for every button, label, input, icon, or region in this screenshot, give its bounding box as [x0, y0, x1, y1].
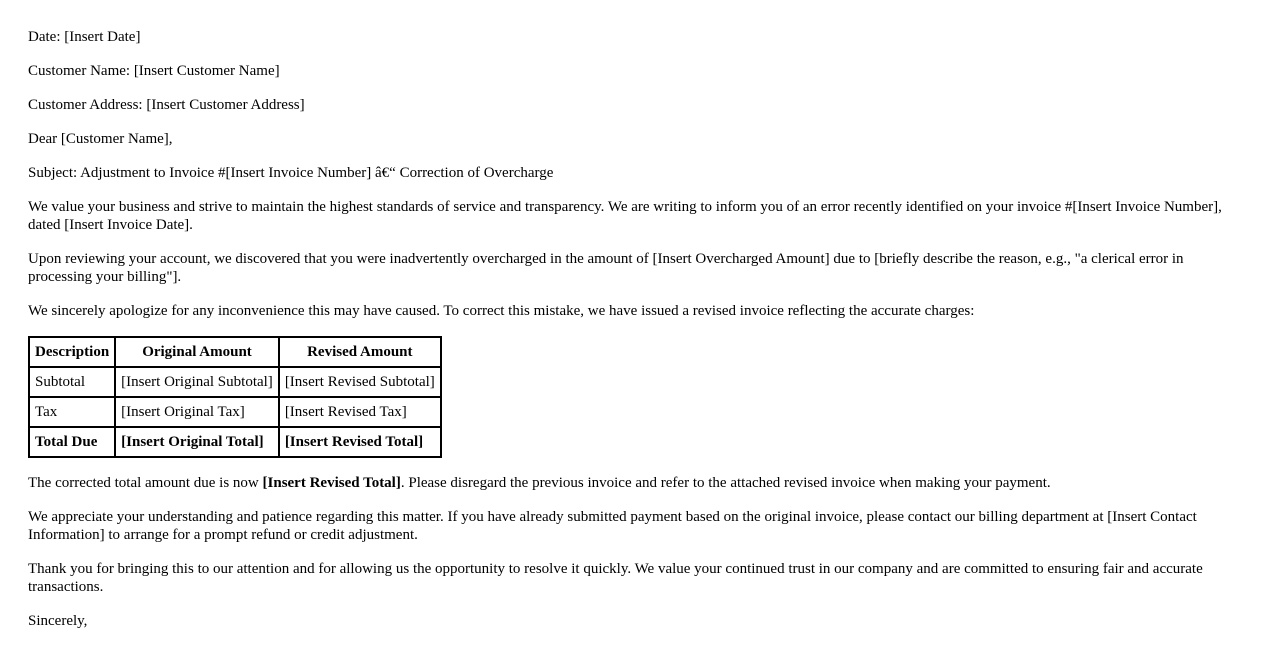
- header-revised-amount: Revised Amount: [279, 337, 441, 367]
- salutation: Dear [Customer Name],: [28, 131, 173, 147]
- subject-line: Subject: Adjustment to Invoice #[Insert Invoice Number] â€“ Correction of Overcharge: [28, 165, 554, 181]
- corrected-total-amount: [Insert Revised Total]: [262, 475, 401, 491]
- table-cell: [Insert Revised Tax]: [279, 397, 441, 427]
- table-header-row: [29, 337, 441, 367]
- table-cell: Total Due: [29, 427, 115, 457]
- header-original-amount: Original Amount: [115, 337, 279, 367]
- table-row-total: [29, 427, 441, 457]
- table-cell: Subtotal: [29, 367, 115, 397]
- table-cell: Tax: [29, 397, 115, 427]
- charges-table: [28, 336, 442, 458]
- table-cell: [Insert Original Subtotal]: [115, 367, 279, 397]
- customer-name-line: Customer Name: [Insert Customer Name]: [28, 63, 280, 79]
- corrected-total-post: . Please disregard the previous invoice and refer to the attached revised invoice when making your payment.: [400, 475, 1051, 491]
- table-row: [29, 367, 441, 397]
- letter-body: [28, 28, 1250, 646]
- header-description: Description: [29, 337, 115, 367]
- customer-address-line: Customer Address: [Insert Customer Address]: [28, 97, 305, 113]
- table-cell: [Insert Original Total]: [115, 427, 279, 457]
- refund-paragraph: We appreciate your understanding and patience regarding this matter. If you have already submitted payment based on the original invoice, please contact our billing department at [Insert Contact Information] to arrange for a prompt refund or credit adjustment.: [28, 509, 1197, 543]
- closing-line: Sincerely,: [28, 613, 88, 629]
- overcharge-paragraph: Upon reviewing your account, we discovered that you were inadvertently overcharged in the amount of [Insert Overcharged Amount] due to [briefly describe the reason, e.g., "a clerical error in processing your billing"].: [28, 251, 1184, 285]
- table-cell: [Insert Revised Total]: [279, 427, 441, 457]
- date-line: Date: [Insert Date]: [28, 29, 141, 45]
- intro-paragraph: We value your business and strive to maintain the highest standards of service and transparency. We are writing to inform you of an error recently identified on your invoice #[Insert Invoice Number], dated [Insert Invoice Date].: [28, 199, 1222, 233]
- table-cell: [Insert Revised Subtotal]: [279, 367, 441, 397]
- thanks-paragraph: Thank you for bringing this to our attention and for allowing us the opportunity to resolve it quickly. We value your continued trust in our company and are committed to ensuring fair and accurate transactions.: [28, 561, 1203, 595]
- corrected-total-pre: The corrected total amount due is now: [28, 475, 263, 491]
- table-row: [29, 397, 441, 427]
- apology-paragraph: We sincerely apologize for any inconvenience this may have caused. To correct this mistake, we have issued a revised invoice reflecting the accurate charges:: [28, 303, 975, 319]
- table-cell: [Insert Original Tax]: [115, 397, 279, 427]
- corrected-total-paragraph: [28, 474, 1250, 492]
